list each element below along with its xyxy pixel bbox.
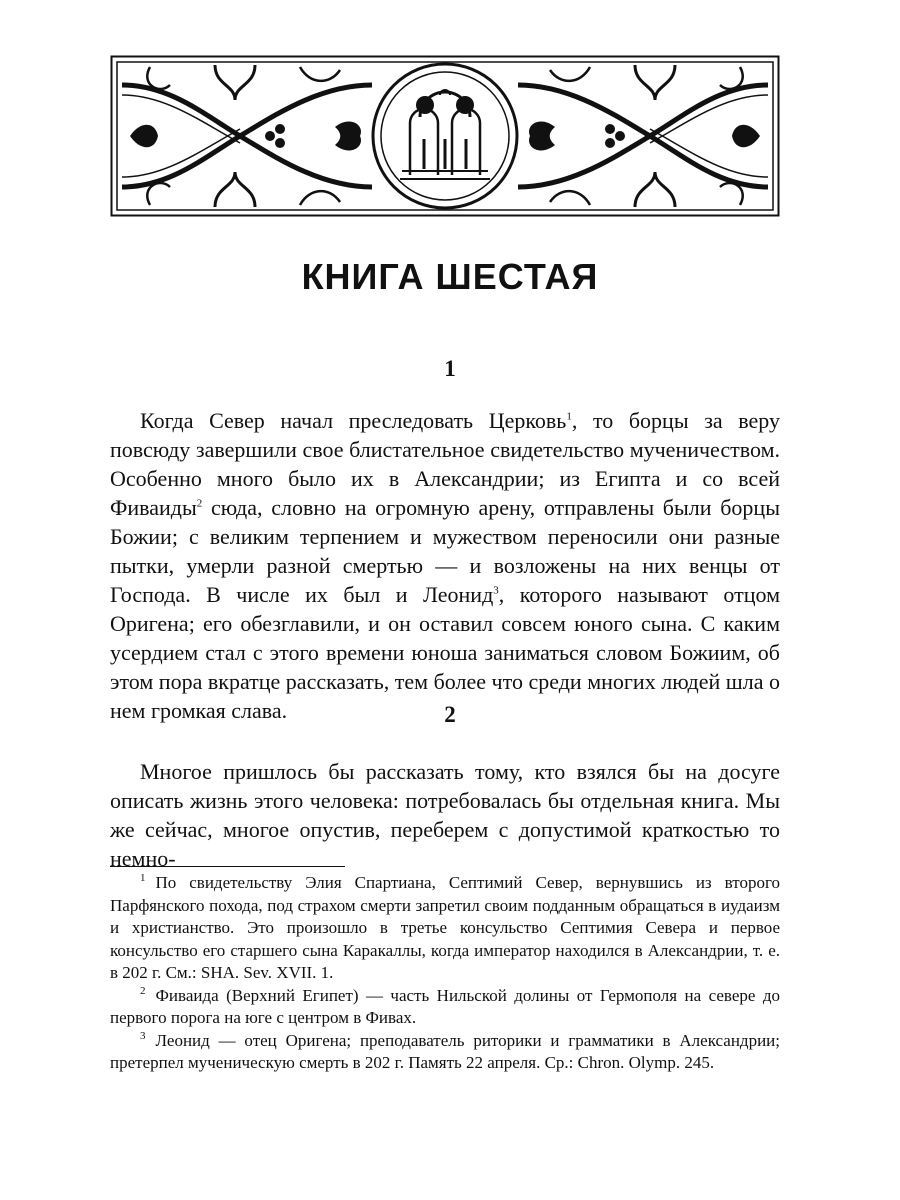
footnote-ref-1[interactable]: 1 [566, 410, 572, 423]
ornamental-headpiece-icon [110, 55, 780, 217]
footnote-number: 1 [140, 872, 146, 885]
text-segment: , то борцы за веру повсюду завершили свое блистательное свидетельство мученичеством. Особенно много было их в Александрии; из Египта и со всей Фиваиды [110, 408, 781, 520]
footnote-divider [110, 866, 345, 867]
text-segment: Когда Север начал преследовать Церковь [140, 408, 567, 433]
text-segment: сюда, словно на огромную арену, отправлены были борцы Божии; с великим терпением и мужеством переносили они разные пытки, умерли разной смертью — и возложены на них венцы от Господа. В числе их был и Леонид [110, 495, 780, 607]
footnote-number: 3 [140, 1029, 146, 1042]
section-1-paragraph [110, 406, 780, 725]
footnote-text: Леонид — отец Оригена; преподаватель риторики и грамматики в Александрии; претерпел мученическую смерть в 202 г. Память 22 апреля. Ср.: Chron. Olymp. 245. [110, 1030, 780, 1072]
chapter-title: КНИГА ШЕСТАЯ [301, 256, 599, 297]
footnote-ref-2[interactable]: 2 [196, 497, 203, 510]
section-number-1: 1 [444, 356, 456, 381]
footnote-text: По свидетельству Элия Спартиана, Септимий Север, вернувшись из второго Парфянского похода, под страхом смерти запретил своим подданным обращаться в иудаизм и христианство. Это произошло в третье консульство Септимия Севера и первое консульство его старшего сына Каракаллы, когда император находился в Александрии, т. е. в 202 г. См.: SHA. Sev. XVII. 1. [110, 873, 780, 982]
text-segment: , которого называют отцом Оригена; его обезглавили, и он оставил совсем юного сына. С каким усердием стал с этого времени юноша заниматься словом Божиим, об этом пора вкратце рассказать, тем более что среди многих людей шла о нем громкая слава. [110, 582, 780, 723]
footnote-number: 2 [140, 984, 146, 997]
section-number-2: 2 [444, 702, 456, 727]
footnote-ref-3[interactable]: 3 [493, 584, 499, 597]
footnote-text: Фиваида (Верхний Египет) — часть Нильской долины от Гермополя на севере до первого порога на юге с центром в Фивах. [110, 985, 780, 1027]
footnote-2 [110, 985, 780, 1030]
footnote-1 [110, 872, 780, 985]
footnote-3 [110, 1030, 780, 1075]
section-2-paragraph: Многое пришлось бы рассказать тому, кто взялся бы на досуге описать жизнь этого человека: потребовалась бы отдельная книга. Мы же сейчас, многое опустив, переберем с допустимой краткостью то немно- [110, 759, 780, 871]
footnotes [110, 872, 780, 1075]
